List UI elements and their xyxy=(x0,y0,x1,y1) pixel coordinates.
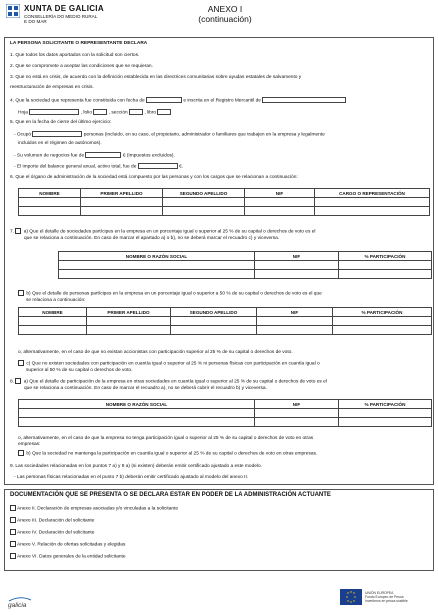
table-cell[interactable] xyxy=(171,317,257,326)
table-cell[interactable] xyxy=(81,207,163,216)
declaration-item-4-registry xyxy=(18,109,171,116)
table-cell[interactable] xyxy=(19,409,255,418)
table-cell[interactable] xyxy=(333,317,432,326)
turnover-suffix: € (Impuestos excluidos). xyxy=(122,153,175,159)
table-cell[interactable] xyxy=(81,198,163,207)
doc-checkbox[interactable] xyxy=(10,529,16,535)
table-cell[interactable] xyxy=(315,207,430,216)
declaration-item-6: 6. Que el órgano de administración de la sociedad está compuesto por las personas y con los cargos que se relacionan a continuación: xyxy=(10,175,298,180)
table-header: NIF xyxy=(245,189,315,198)
item-7a-text-line-2: que se relaciona a continuación. En caso de marcar el apartado a) o b), no se deberá marcar el recuadro c) y viceversa. xyxy=(24,236,280,242)
partner-persons-table xyxy=(18,307,432,335)
table-header: NIF xyxy=(257,308,333,317)
page-header xyxy=(0,0,438,36)
galicia-brand-text: galicia xyxy=(8,602,27,609)
item-8-alternative-line-2: empresas: xyxy=(18,441,41,447)
table-header: % PARTICIPACIÓN xyxy=(339,400,432,409)
declaration-item-9b: - Las personas físicas relacionadas en el punto 7 b) deberán emitir certificado ajustado al modelo del anexo II. xyxy=(14,475,249,480)
declaration-item-8b xyxy=(18,450,430,457)
table-header: NOMBRE O RAZÓN SOCIAL xyxy=(59,252,255,261)
table-header-row xyxy=(19,308,432,317)
balance-field[interactable] xyxy=(138,163,178,169)
table-cell[interactable] xyxy=(257,326,333,335)
table-cell[interactable] xyxy=(255,270,339,279)
item-4-text-b: e inscrita en el Registro Mercantil de xyxy=(183,98,261,104)
balance-suffix: €. xyxy=(179,164,184,170)
doc-checkbox[interactable] xyxy=(10,505,16,511)
table-header: % PARTICIPACIÓN xyxy=(333,308,432,317)
doc-checkbox[interactable] xyxy=(10,541,16,547)
doc-item-label: Anexo V. Relación de ofertas solicitadas y elegidas xyxy=(17,542,126,548)
department-line-1: CONSELLERÍA DO MEDIO RURAL xyxy=(24,14,98,19)
declaration-item-3-line-2: reestructuración de empresas en crisis. xyxy=(10,84,94,90)
item-7c-text: c) Que no existen sociedades con participación en cuantía igual o superior al 25 % ni personas físicas con participación en cuantía igual o xyxy=(26,361,320,367)
table-header-row xyxy=(59,252,432,261)
table-cell[interactable] xyxy=(315,198,430,207)
declaration-item-7c xyxy=(18,360,430,374)
declaration-item-1: 1. Que todos los datos aportados con la solicitud son ciertos. xyxy=(10,53,140,58)
table-cell[interactable] xyxy=(87,317,171,326)
folio-field[interactable] xyxy=(93,109,107,115)
table-cell[interactable] xyxy=(339,409,432,418)
item-7c-text-line-2: superior al 50 % de su capital o derechos de voto. xyxy=(26,368,133,374)
table-header: CARGO O REPRESENTACIÓN xyxy=(315,189,430,198)
table-row xyxy=(19,409,432,418)
eu-line-3: Invertimos en pesca sostible xyxy=(365,599,408,604)
doc-item-label: Anexo II. Declaración de empresas asociadas y/o vinculadas a la solicitante xyxy=(17,506,179,512)
table-header: NIF xyxy=(255,252,339,261)
item-7b-checkbox[interactable] xyxy=(18,290,24,296)
balance-label: - El importe del balance general anual, activo total, fue de xyxy=(14,164,137,170)
table-row xyxy=(19,326,432,335)
department-name xyxy=(24,14,97,25)
annex-title-main: ANEXO I xyxy=(207,4,243,14)
item-5-turnover xyxy=(14,152,175,159)
table-cell[interactable] xyxy=(19,317,87,326)
table-row xyxy=(19,317,432,326)
declaration-title: LA PERSONA SOLICITANTE O REPRESENTANTE DECLARA xyxy=(10,41,148,46)
turnover-field[interactable] xyxy=(85,152,121,158)
table-cell[interactable] xyxy=(19,198,81,207)
doc-item-anexo-3 xyxy=(10,517,94,523)
table-cell[interactable] xyxy=(339,418,432,427)
declaration-item-8a xyxy=(10,378,430,392)
item-7c-checkbox[interactable] xyxy=(18,360,24,366)
seccion-label: , sección xyxy=(108,110,128,116)
doc-item-anexo-6 xyxy=(10,553,126,559)
department-line-2: E DO MAR xyxy=(24,19,47,25)
table-header: NOMBRE O RAZÓN SOCIAL xyxy=(19,400,255,409)
doc-item-anexo-2 xyxy=(10,505,178,511)
table-header: PRIMER APELLIDO xyxy=(87,308,171,317)
libro-label: , libro xyxy=(144,110,157,116)
doc-item-anexo-4 xyxy=(10,529,94,535)
item-8-number: 8. xyxy=(10,379,15,385)
galicia-logo xyxy=(8,596,32,609)
item-5-employees xyxy=(14,131,428,138)
annex-title-sub: (continuación) xyxy=(198,14,252,24)
table-cell[interactable] xyxy=(257,317,333,326)
table-cell[interactable] xyxy=(339,261,432,270)
table-cell[interactable] xyxy=(19,326,87,335)
table-header: NOMBRE xyxy=(19,189,81,198)
item-7b-text: b) Que el detalle de personas partícipes en la empresa en un porcentaje igual o superior a 50 % de su capital o derechos de voto es el que xyxy=(26,291,322,297)
item-7-number: 7. xyxy=(10,229,15,235)
item-7a-text: a) Que el detalle de sociedades partícipes en la empresa en un porcentaje igual o superior al 25 % de su capital o derechos de voto es el xyxy=(23,229,316,235)
item-5-balance xyxy=(14,163,183,170)
registry-field[interactable] xyxy=(262,97,346,103)
hoja-field[interactable] xyxy=(29,109,79,115)
declaration-item-7b xyxy=(18,290,430,304)
table-cell[interactable] xyxy=(171,326,257,335)
documentation-title: DOCUMENTACIÓN QUE SE PRESENTA O SE DECLARA ESTAR EN PODER DE LA ADMINISTRACIÓN ACTUANTE xyxy=(10,492,331,498)
libro-field[interactable] xyxy=(157,109,171,115)
org-name: XUNTA DE GALICIA xyxy=(24,4,104,13)
table-cell[interactable] xyxy=(255,418,339,427)
doc-item-anexo-5 xyxy=(10,541,125,547)
table-cell[interactable] xyxy=(255,261,339,270)
table-cell[interactable] xyxy=(19,418,255,427)
item-8-alternative xyxy=(18,436,430,448)
table-header: PRIMER APELLIDO xyxy=(81,189,163,198)
eu-flag-icon xyxy=(340,589,362,605)
declaration-item-5: 5. Que en la fecha de cierre del último ejercicio: xyxy=(10,120,112,125)
table-cell[interactable] xyxy=(59,261,255,270)
table-row xyxy=(19,418,432,427)
table-header: NOMBRE xyxy=(19,308,87,317)
board-table xyxy=(18,188,430,216)
employees-text: personas (incluido, en su caso, el propietario, administrador o familiares que trabajen en la empresa y legalmente xyxy=(83,132,325,138)
table-cell[interactable] xyxy=(19,207,81,216)
xunta-logo-icon xyxy=(6,4,20,18)
hoja-label: Hoja xyxy=(18,110,28,116)
table-cell[interactable] xyxy=(87,326,171,335)
table-header: % PARTICIPACIÓN xyxy=(339,252,432,261)
doc-checkbox[interactable] xyxy=(10,517,16,523)
seccion-field[interactable] xyxy=(129,109,143,115)
table-row xyxy=(19,207,430,216)
doc-checkbox[interactable] xyxy=(10,553,16,559)
eu-funding-text xyxy=(365,591,408,604)
item-7b-text-line-2: se relaciona a continuación: xyxy=(26,298,86,304)
folio-label: , folio xyxy=(80,110,93,116)
table-header-row xyxy=(19,400,432,409)
item-8a-checkbox[interactable] xyxy=(15,378,21,384)
participations-table xyxy=(18,399,432,427)
table-cell[interactable] xyxy=(333,326,432,335)
table-header: SEGUNDO APELLIDO xyxy=(163,189,245,198)
table-row xyxy=(59,261,432,270)
item-8a-text: a) Que el detalle de participación de la empresa en otras sociedades en cuantía igual o superior al 25 % de su capital o derechos de voto es el xyxy=(23,379,327,385)
declaration-item-4 xyxy=(10,97,346,104)
employees-field[interactable] xyxy=(32,131,82,137)
employees-label: - Ocupó xyxy=(14,132,32,138)
table-cell[interactable] xyxy=(245,198,315,207)
eu-line-1: UNIÓN EUROPEA xyxy=(365,591,394,595)
declaration-item-3 xyxy=(10,75,428,91)
item-7a-checkbox[interactable] xyxy=(15,228,21,234)
table-cell[interactable] xyxy=(255,409,339,418)
table-header-row xyxy=(19,189,430,198)
doc-item-label: Anexo IV. Declaración del solicitante xyxy=(17,530,95,536)
item-8a-text-line-2: que se relaciona a continuación. En caso de marcar el recuadro a), no se deberá cubrir el recuadro b) y viceversa. xyxy=(24,386,267,392)
table-cell[interactable] xyxy=(59,270,255,279)
declaration-item-2: 2. Que se compromete a aceptar las condiciones que se requieran. xyxy=(10,64,153,69)
annex-title xyxy=(180,4,270,24)
table-cell[interactable] xyxy=(339,270,432,279)
table-cell[interactable] xyxy=(163,207,245,216)
declaration-item-9: 9. Las sociedades relacionadas en los puntos 7 a) y 8 a) (si existen) deberán emitir certificado ajustado a este modelo. xyxy=(10,464,262,469)
item-5-employees-line-2: incluidos en el régimen de autónomos). xyxy=(18,141,102,146)
table-header: NIF xyxy=(255,400,339,409)
table-header: SEGUNDO APELLIDO xyxy=(171,308,257,317)
item-8-alternative-line-1: o, alternativamente, en el caso de que la empresa no tenga participación igual o superior al 25 % de su capital o derechos de voto en otras xyxy=(18,436,314,441)
table-cell[interactable] xyxy=(245,207,315,216)
item-8b-checkbox[interactable] xyxy=(18,450,24,456)
partner-companies-table xyxy=(58,251,432,279)
declaration-item-7a xyxy=(10,228,430,242)
table-row xyxy=(59,270,432,279)
item-8b-text: b) Que la sociedad no mantenga la participación en cuantía igual o superior al 25 % de su capital o derechos de voto en otras empresas. xyxy=(26,451,318,457)
eu-line-2: Fondo Europeo de Pesca xyxy=(365,595,404,600)
constitution-date-field[interactable] xyxy=(146,97,182,103)
table-cell[interactable] xyxy=(163,198,245,207)
item-4-text-a: 4. Que la sociedad que representa fue constituida con fecha de xyxy=(10,98,145,104)
doc-item-label: Anexo III. Declaración del solicitante xyxy=(17,518,95,524)
doc-item-label: Anexo VI. Datos generales de la entidad solicitante xyxy=(17,554,126,560)
item-7-alternative: o, alternativamente, en el caso de que no existan accionistas con participación superior al 25 % de su capital o derechos de voto. xyxy=(18,350,293,355)
table-row xyxy=(19,198,430,207)
turnover-label: - Su volumen de negocios fue de xyxy=(14,153,85,159)
declaration-item-3-line-1: 3. Que no está en crisis, de acuerdo con la definición establecida en las directrices comunitarias sobre ayudas estatales de salvamento y xyxy=(10,75,302,80)
